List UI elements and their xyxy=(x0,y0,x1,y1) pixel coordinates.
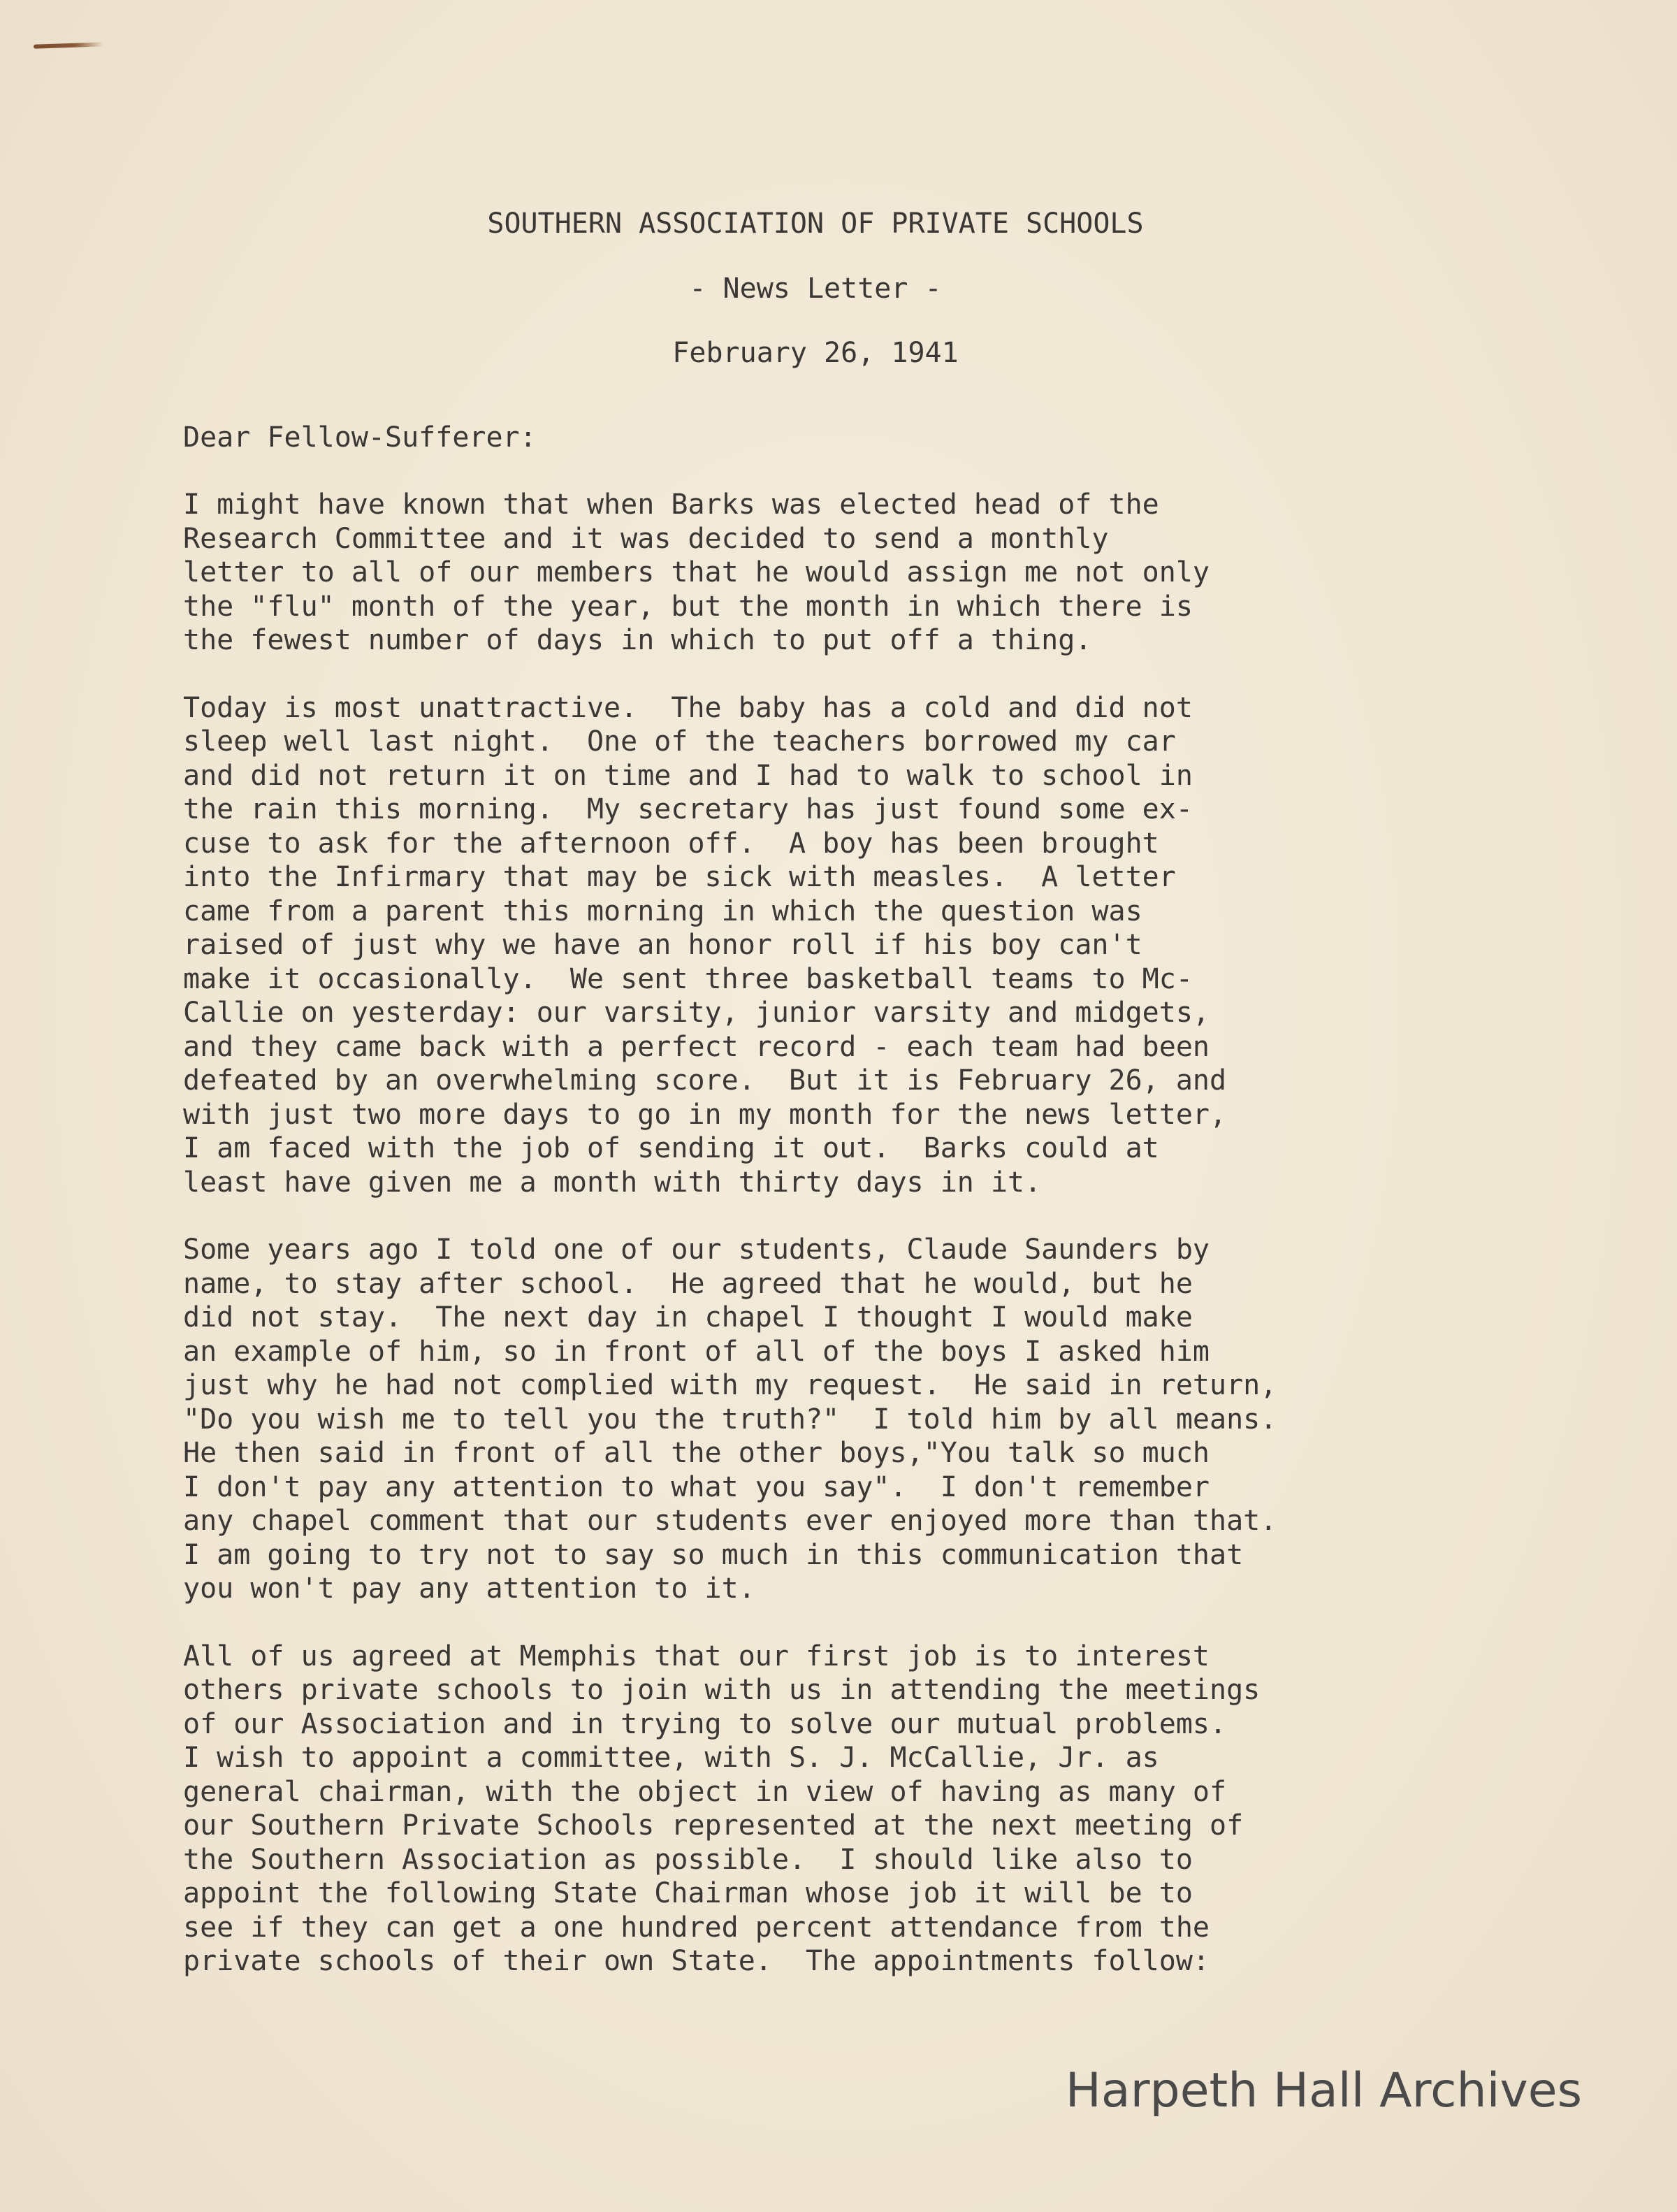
paragraph-line: did not stay. The next day in chapel I thought I would make xyxy=(183,1301,1193,1333)
paragraph-line: our Southern Private Schools represented at the next meeting of xyxy=(183,1809,1244,1842)
paragraph-line: the fewest number of days in which to put off a thing. xyxy=(183,624,1092,656)
paragraph-line: "Do you wish me to tell you the truth?" I told him by all means. xyxy=(183,1403,1277,1436)
paragraph-3 xyxy=(183,1233,1511,1606)
paragraph-line: others private schools to join with us in attending the meetings xyxy=(183,1674,1261,1706)
paragraph-line: name, to stay after school. He agreed that he would, but he xyxy=(183,1267,1193,1300)
paragraph-line: the "flu" month of the year, but the month in which there is xyxy=(183,590,1193,623)
paragraph-line: see if they can get a one hundred percent attendance from the xyxy=(183,1911,1210,1944)
paragraph-line: with just two more days to go in my month for the news letter, xyxy=(183,1098,1227,1131)
paragraph-line: letter to all of our members that he would assign me not only xyxy=(183,556,1210,588)
paragraph-line: defeated by an overwhelming score. But it is February 26, and xyxy=(183,1064,1227,1097)
paragraph-line: raised of just why we have an honor roll if his boy can't xyxy=(183,929,1142,961)
paragraph-line: make it occasionally. We sent three basketball teams to Mc- xyxy=(183,962,1193,995)
paragraph-line: Research Committee and it was decided to send a monthly xyxy=(183,522,1109,555)
paragraph-1 xyxy=(183,488,1511,658)
paragraph-line: cuse to ask for the afternoon off. A boy has been brought xyxy=(183,827,1159,860)
paragraph-line: least have given me a month with thirty days in it. xyxy=(183,1166,1042,1199)
paragraph-line: I might have known that when Barks was elected head of the xyxy=(183,489,1159,521)
paragraph-line: I am faced with the job of sending it out. Barks could at xyxy=(183,1132,1159,1164)
salutation: Dear Fellow-Sufferer: xyxy=(183,421,537,454)
paragraph-line: came from a parent this morning in which the question was xyxy=(183,895,1142,927)
paragraph-line: I wish to appoint a committee, with S. J. McCallie, Jr. as xyxy=(183,1742,1159,1774)
paragraph-line: All of us agreed at Memphis that our first job is to interest xyxy=(183,1640,1210,1672)
paragraph-line: I don't pay any attention to what you say". I don't remember xyxy=(183,1470,1210,1503)
paragraph-line: sleep well last night. One of the teachers borrowed my car xyxy=(183,725,1176,758)
paragraph-line: general chairman, with the object in view of having as many of xyxy=(183,1775,1227,1808)
letter-date: February 26, 1941 xyxy=(672,337,959,369)
paragraph-line: Today is most unattractive. The baby has a cold and did not xyxy=(183,691,1193,724)
paragraph-line: just why he had not complied with my request. He said in return, xyxy=(183,1369,1277,1401)
letter-body xyxy=(183,207,1511,2012)
ink-mark xyxy=(34,42,103,48)
letterhead-title: SOUTHERN ASSOCIATION OF PRIVATE SCHOOLS xyxy=(487,208,1144,240)
letterhead xyxy=(141,207,1490,370)
paragraph-4 xyxy=(183,1640,1511,1979)
paragraph-line: Callie on yesterday: our varsity, junior varsity and midgets, xyxy=(183,997,1210,1029)
paragraph-line: the Southern Association as possible. I should like also to xyxy=(183,1843,1193,1876)
paragraph-2 xyxy=(183,691,1511,1200)
paragraph-line: and they came back with a perfect record - each team had been xyxy=(183,1030,1210,1063)
paragraph-line: private schools of their own State. The appointments follow: xyxy=(183,1945,1210,1977)
paragraph-line: I am going to try not to say so much in this communication that xyxy=(183,1538,1244,1571)
paragraph-line: Some years ago I told one of our students, Claude Saunders by xyxy=(183,1234,1210,1266)
paragraph-line: you won't pay any attention to it. xyxy=(183,1573,755,1605)
paragraph-line: into the Infirmary that may be sick with measles. A letter xyxy=(183,861,1176,893)
paragraph-line: any chapel comment that our students ever enjoyed more than that. xyxy=(183,1505,1277,1537)
paragraph-line: appoint the following State Chairman whose job it will be to xyxy=(183,1877,1193,1909)
paragraph-line: He then said in front of all the other boys,"You talk so much xyxy=(183,1437,1210,1469)
paragraph-line: of our Association and in trying to solve our mutual problems. xyxy=(183,1707,1227,1740)
letterhead-subtitle: - News Letter - xyxy=(689,272,942,305)
paragraph-line: the rain this morning. My secretary has just found some ex- xyxy=(183,793,1193,825)
paragraph-line: and did not return it on time and I had to walk to school in xyxy=(183,759,1193,792)
paragraph-line: an example of him, so in front of all of the boys I asked him xyxy=(183,1335,1210,1368)
archive-watermark: Harpeth Hall Archives xyxy=(1065,2063,1582,2118)
